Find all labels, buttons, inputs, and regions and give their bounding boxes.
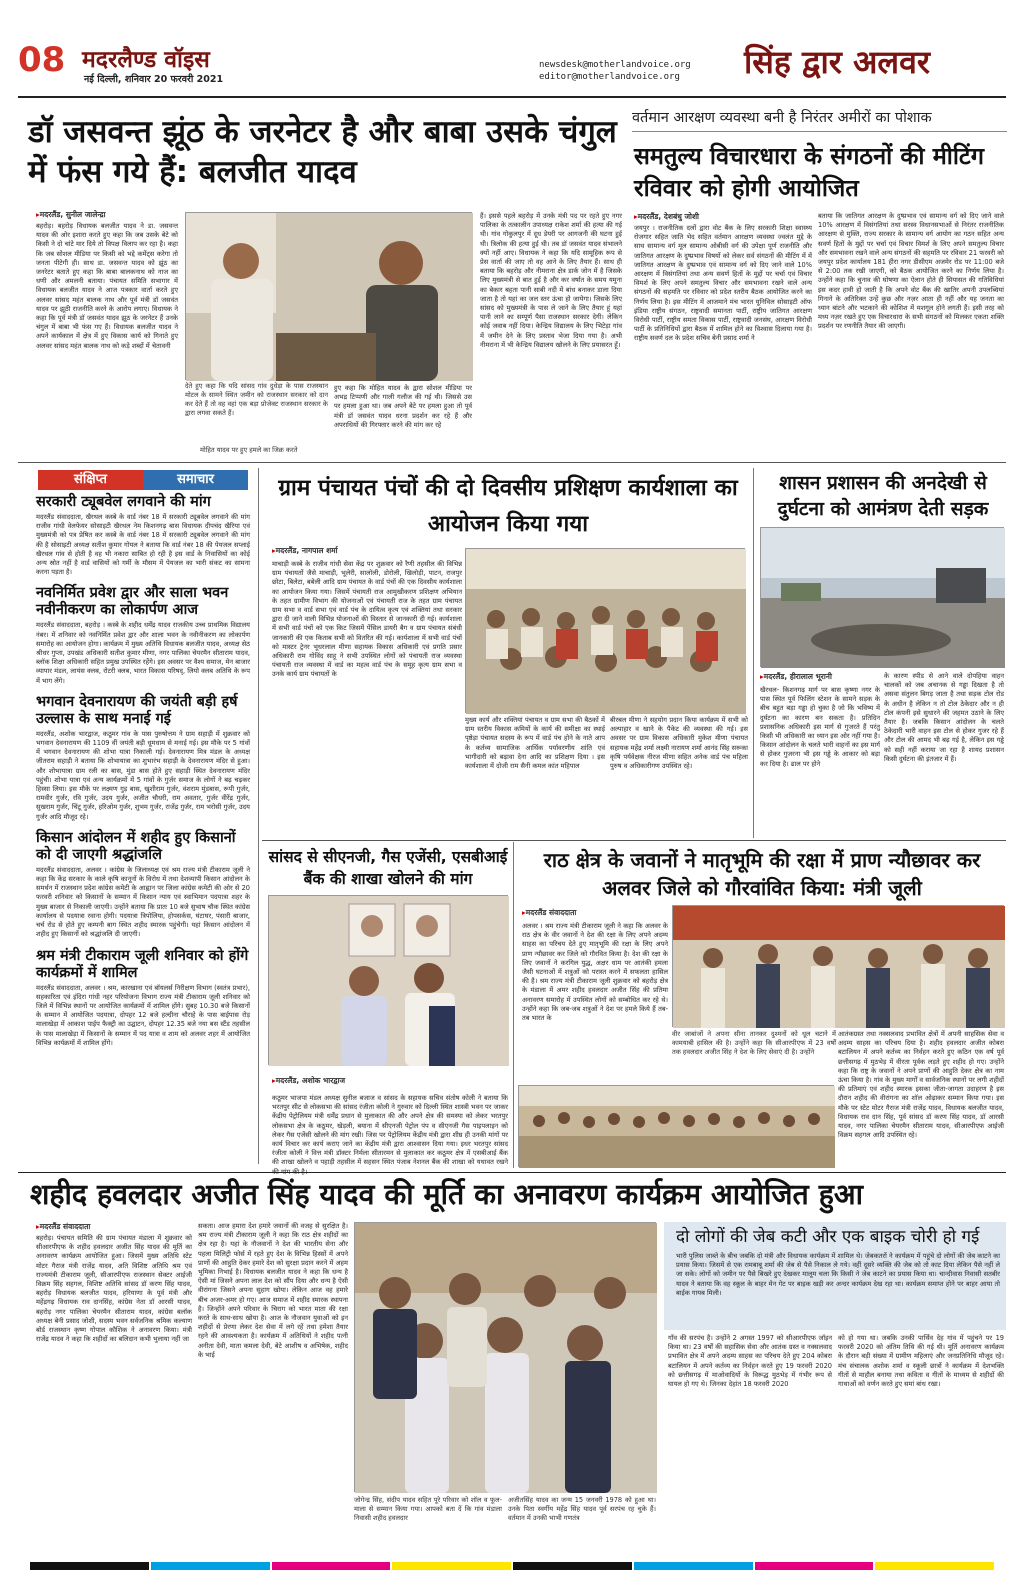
dateline: नई दिल्ली, शनिवार 20 फरवरी 2021 <box>84 74 224 85</box>
color-swatch <box>151 1562 270 1570</box>
statue-byline: ▸ मदरलैंड संवाददाता <box>36 1222 90 1232</box>
statue-caption-1: जोगेन्द्र सिंह, संदीप यादव सहित पूरे परिवार को शॉल व फूल-माला से सम्मान किया गया। आपको बता दें कि गांव मंडाला निवासी शहीद हवलदार <box>354 1496 502 1522</box>
color-swatch <box>755 1562 874 1570</box>
panchayat-byline: ▸ मदरलैंड, नागपाल शर्मा <box>272 546 338 556</box>
section-title: सिंह द्वार अलवर <box>744 43 930 81</box>
theft-headline: दो लोगों की जेब कटी और एक बाइक चोरी हो गई <box>676 1227 980 1247</box>
brief-item-text: मदरलैंड संवाददाता, खैरथल कस्बे के वार्ड नंबर 18 में सरकारी ट्यूबवेल लगवाने की मांग राजीव गांधी वेलफेयर सोसाइटी खैरथल नेम किशनगढ़ बास विधायक दीपचंद खैरिया एवं मुख्यमंत्री को पत्र प्रेषित कर कस्बे के वार्ड नंबर 18 में सरकारी ट्यूबवेल लगवाने की मांग की है सोसाइटी अध्यक्ष सतीश कुमार गोयल ने बताया कि वार्ड नंबर 18 की पेयजल सप्लाई खैरथल गांव से होती है वह भी नकारा साबित हो रही है इस वार्ड के निवासियों का कोई अन्य स्रोत नहीं है वार्ड वासियों को गर्मी के मौसम में पेयजल का भारी संकट का सामना करना पड़ता है। <box>36 513 250 577</box>
rath-headline: राठ क्षेत्र के जवानों ने मातृभूमि की रक्षा में प्राण न्यौछावर कर अलवर जिले को गौरवांवित किया: मंत्री जूली <box>543 848 981 900</box>
brief-item-text: मदरलैंड संवाददाता, अलवर । श्रम, कारखाना एवं बॉयलर्स निरीक्षण विभाग (स्वतंत्र प्रभार), सहकारिता एवं इंदिरा गांधी नहर परियोजना विभाग राज्य मंत्री टीकाराम जूली शनिवार को जिले में विभिन्न स्थानों पर आयोजित कार्यक्रमों में शामिल होंगे। सुबह 10.30 बजे किसानों के सम्मान में आयोजित पदयात्रा, दोपहर 12 बजे हल्दीना चौराहे के पास बाईपास रोड़ मालाखेड़ा में आकाश पाईप फैक्ट्री का उद्घाटन, दोपहर 12.35 बजे नया बस स्टैंड तहसील के पास मालाखेड़ा में किसानों के सम्मान में पद यात्रा व शाम को अलवर शहर में आयोजित विभिन्न कार्यक्रमों में शामिल होंगे। <box>36 983 250 1047</box>
brief-tab-label-1: संक्षिप्त <box>38 470 143 490</box>
email-newsdesk: newsdesk@motherlandvoice.org <box>539 60 691 70</box>
rath-text-col1: अलवर । श्रम राज्य मंत्री टीकाराम जूली ने कहा कि अलवर के राठ क्षेत्र के वीर जवानों ने देश की रक्षा के लिए अपने अदम्य साहस का परिचय देते हुए मातृभूमि की रक्षा के लिए अपने प्राण न्यौछावर कर जिले को गौरवित किया है। देश की रक्षा के लिए जवानों ने करगिल युद्ध, अक्षर धाम पर आतंकी हमला जैसी घटनाओं में शत्रुओं को परास्त करने में सफलता हासिल की है। श्रम राज्य मंत्री टीकाराम जूली शुक्रवार को बहरोड़ क्षेत्र के मंडाला में अमर शहीद हवलदार अजीत सिंह की प्रतिमा अनावरण समारोह में उपस्थित लोगों को सम्बोधित कर रहे थे। उन्होंने कहा कि जब-जब शत्रुओं ने देश पर हमले किये हैं तब-तब भारत के <box>522 922 668 1023</box>
rath-text-col2: आतंकग्रस्त तथा नक्सलवाद प्रभावित क्षेत्रों में अपनी साहसिक सेवा व अदम्य साहस का परिचय दिया है। शहीद हवलदार अजीत कोबरा बटालियन में अपने कर्तव्य का निर्वहन करते हुए कठिन एक वर्ष पूर्व छत्तीसगढ़ में मुठभेड़ में वीरता पूर्वक लड़ते हुए शहीद हो गए। उन्होंने कहा कि राष्ट्र के जवानों ने अपने प्राणों की आहुति देकर क्षेत्र का नाम ऊंचा किया है। गांव के मुख्य मार्गों व सार्वजनिक स्थानों पर लगी शहीदों की प्रतिमाएं एवं शहीद स्मारक इसका जीता-जागता उदाहरण है इस दौरान शहीद की वीरांगना का शॉल ओढ़ाकर सम्मान किया गया। इस मौके पर स्टेट मोटर गैराज मंत्री राजेंद्र यादव, विधायक बलजीत यादव, विधायक राव दान सिंह, पूर्व सांसद डॉ करण सिंह यादव, डॉ आरसी यादव, नगर पालिका चेयरमैन सीताराम यादव, सीआरपीएफ आईजी विक्रम सहगल आदि उपस्थित रहे। <box>838 1030 1004 1140</box>
paper-name: मदरलैण्ड वॉइस <box>82 47 210 73</box>
brief-item-title: श्रम मंत्री टीकाराम जूली शनिवार को होंगे कार्यक्रमों में शामिल <box>36 947 249 981</box>
panchayat-headline: ग्राम पंचायत पंचों की दो दिवसीय प्रशिक्षण कार्यशाला का आयोजन किया गया <box>278 475 738 537</box>
brief-tab <box>38 470 248 490</box>
section-divider-2 <box>262 840 1006 841</box>
rath-photo-2 <box>518 1085 834 1167</box>
reservation-kicker: वर्तमान आरक्षण व्यवस्था बनी है निरंतर अमीरों का पोशाक <box>632 110 932 126</box>
lead-photo <box>185 212 472 380</box>
rath-photo-2-image <box>519 1086 835 1168</box>
reservation-text-col1: जयपुर । राजनीतिक दलों द्वारा वोट बैंक के लिए सरकारी शिक्षा स्वास्थ्य रोजगार सहित जाति भेद सहित वर्तमान आरक्षण व्यवस्था ज्वलंत मुद्दे के साथ सामान्य वर्ग मूल सामान्य ओबीसी वर्ग की उपेक्षा पूर्ण राजनीति और जातिगत आरक्षण के दुष्प्रभाव विषयों को लेकर सर्व संगठनों की मीटिंग में में जातिगत आरक्षण के दुष्प्रभाव एवं सामान्य वर्ग को दिए जाने वाले 10% आरक्षण में विसंगतियां तथा अन्य सवर्ण हितों के मुद्दों पर चर्चा एवं विचार विमर्श के लिए अपने समतुल्य विचार और समभावना रखने वाले अन्य संगठनों की सहमति पर रविवार को प्रदेश स्तरीय बैठक आयोजित करने का निर्णय लिया है। इस मीटिंग में आजमाने मंच भारत यूनिविल सोसाइटी ऑफ इंडिया राष्ट्रीय संगठन, राष्ट्रवादी समानता पार्टी, राष्ट्रीय जातिगत आरक्षण विरोधी पार्टी, राष्ट्रीय समता विकास पार्टी, राष्ट्रवादी जनसंघ, आरक्षण विरोधी पार्टी के प्रतिनिधियों द्वारा बैठक में शामिल होने का विश्वास दिलाया गया है। राष्ट्रीय सवर्ण दल के प्रदेश सचिव बेनी प्रसाद शर्मा ने <box>634 224 812 343</box>
page-number: 08 <box>18 40 66 80</box>
statue-caption-2: अजीतसिंह यादव का जन्म 15 जनवरी 1978 को हुआ था। उनके पिता स्वर्गीय महेंद्र सिंह यादव पूर्व सरपंच रह चुके हैं। वर्तमान में उनकी भाभी गणतंत्र <box>508 1496 656 1522</box>
mp-photo-image <box>269 896 509 1066</box>
color-swatch <box>272 1562 391 1570</box>
theft-text-col2: को हो गया था। जबकि उनकी पार्थिव देह गांव में पहुंचने पर 19 फरवरी 2020 को अंतिम तिथि की गई थी। मूर्ति अनावरण कार्यक्रम के दौरान बड़ी संख्या में ग्रामीण महिलाएं और जनप्रतिनिधि मौजूद रहे। मंच संचालक अशोक शर्मा व स्कूली छात्रों ने कार्यक्रम में देशभक्ति गीतों से माहौल बनाया तथा कविता व गीतों के माध्यम से शहीदों की गाथाओं को वर्णन करते हुए समां बांध रखा। <box>838 1334 1004 1389</box>
brief-tab-label-2: समाचार <box>143 470 248 490</box>
panchayat-photo <box>465 548 745 713</box>
reservation-byline: ▸ मदरलैंड, देशबंधु जोशी <box>634 212 699 222</box>
panchayat-text-col2: मुख्य कार्य और शक्तियां पंचायत व ग्राम सभा की बैठकों में ग्राम स्तरीय विकास कमियों के कार्य की समीक्षा का स्थाई पृष्ठेड़ा पंचायत सदस्य के रूप में वार्ड पंच होने के नाते आप के कर्तव्य सामाजिक आर्थिक पर्यावरणीय शांति एवं भागीदारी को बढ़ावा देना आदि का प्रशिक्षण दिया । इस कार्यशाला में दोजी राम सैनी कमल कांत महिपाल <box>465 716 605 771</box>
mp-column-rule <box>513 842 514 1168</box>
lead-photo-caption: देते हुए कहा कि यदि सांसद गांव दुधेड़ा के पास राजस्थान मोटल के सामने स्थित जमीन को राजस्थान सरकार को दान कर देते हैं तो वह वहां एक बड़ा प्रोजेक्ट राजस्थान सरकार के द्वारा लगवा सकते हैं। <box>185 382 328 417</box>
panchayat-text-col3: बीरबल मीणा ने सहयोग प्रदान किया कार्यक्रम में सभी को अल्पाहार व खाने के पैकेट की व्यवस्था की गई। इस अवसर पर ग्राम विकास अधिकारी मुकेश मीणा पंचायत सहायक महेंद्र शर्मा लक्ष्मी नारायण शर्मा आनंद सिंह सरूका कृषि पर्यवेक्षक नीरज मीणा सहित अनेक वार्ड पंच महिला पुरुष व अधिकारीगण उपस्थित रहे। <box>610 716 748 771</box>
rath-photo-1 <box>672 905 1004 1027</box>
brief-item-title: भगवान देवनारायण की जयंती बड़ी हर्ष उल्लास के साथ मनाई गई <box>36 693 238 727</box>
color-swatch <box>875 1562 994 1570</box>
rath-caption: वीर जाबांजों ने अपना सीना तानकर दुश्मनों को धूल चटाने में कामयाबी हासिल की है। उन्होंने कहा कि सीआरपीएफ में 23 वर्षों तक हवलदार अजीत सिंह ने देश के लिए सेवाएं दी है। उन्होंने <box>672 1030 836 1056</box>
mp-photo <box>268 895 508 1065</box>
brief-item-text: मदरलैंड संवाददाता, बहरोड़ । कस्बे के शहीद धर्मेंद्र यादव राजकीय उच्च प्राथमिक विद्यालय नंबर। में शनिवार को नवनिर्मित प्रवेश द्वार और शाला भवन के नवीनीकरण का लोकार्पण समारोह का आयोजन होगा। कार्यक्रम में मुख्य अतिथि विधायक बलजीत यादव, अध्यक्ष सेठ श्रीधर गुप्ता, उपखंड अधिकारी सतीश कुमार मीणा, नगर पालिका चेयरमैन सीताराम यादव, ब्लॉक शिक्षा अधिकारी सहित प्रमुख उपस्थित रहेंगे। इस अवसर पर वैश्य समाज, मेन बाजार व्यापार मंडल, लायंस क्लब, रोटरी क्लब, भारत विकास परिषद्, लियो क्लब अतिथि के रूप में भाग लेंगे। <box>36 621 250 685</box>
brief-item-text: मदरलैंड, अशोक भारद्वाज, कठूमर गांव के पास पुरुषोत्तम ने ग्राम सहाड़ी में शुक्रवार को भगवान देवनारायण की 1109 वीं जयंती बड़ी धूमधाम से मनाई गई। इस मौके पर 5 गांवों में भगवान देवनारायण की शोभा यात्रा निकाली गई। देवनारायण मित्र मंडल के अध्यक्ष जीतराम सहाड़ी ने बताया कि शोभायात्रा का शुभारंभ सहाड़ी के देवनारायण मंदिर से हुआ। और शोभायात्रा ग्राम रली का बास, मुंडा बास होते हुए सहाड़ी स्थित देवनारायण मंदिर पहुंची। शोभा यात्रा एवं अन्य कार्यक्रमों में 5 गांवों के गुर्जर समाज के लोगों ने बढ़ चढ़कर हिस्सा लिया। इस मौके पर लक्ष्मण गुड़ बास, खुशीराम गुर्जर, वंशराम मुंडबास, रूपी गुर्जर, रामवीर गुर्जर, रवि गुर्जर, उदय गुर्जर, अजीत चौधरी, राम अवतार, गुर्जर वीरेंद्र गुर्जर, सुखराम गुर्जर, चिंटू गुर्जर, हरिओम गुर्जर, शुभम गुर्जर, राजेंद्र गुर्जर, राम भरोसी गुर्जर, उदय गुर्जर आदि मौजूद रहे। <box>36 729 250 821</box>
reservation-kicker-rule <box>632 131 1007 132</box>
brief-item-title: किसान आंदोलन में शहीद हुए किसानों को दी जाएगी श्रद्धांजलि <box>36 829 236 863</box>
section-divider-3 <box>18 1172 1006 1173</box>
panchayat-text-col1: माचाड़ी कस्बे के राजीव गांधी सेवा केंद्र पर शुक्रवार को रैणी तहसील की विभिन्न ग्राम पंचायतों जैसे माचाड़ी, भूलेरी, सालोली, डोरोली, खिलोड़ी, पाटन, राजपुर छोटा, बिलेटा, बबेली आदि ग्राम पंचायत के वार्ड पंचों की एक दिवसीय कार्यशाला का आयोजन किया गया। जिसमें पंचायती राज आमुखीकरण प्रशिक्षण अभियान के तहत ग्रामीण विभाग की योजनाओं एवं पंचायती राज के तहत ग्राम पंचायत ग्राम सभा व वार्ड सभा एवं वार्ड पंच के दायित्व कृत्य एवं शक्तियां तथा सरकार द्वारा दी जाने वाली विभिन्न योजनाओं की विस्तार से जानकारी दी गई। कार्यशाला में सभी वार्ड पंचों को एक किट जिसमें पेंसिल डायरी बैग व ग्राम पंचायत संबंधी जानकारी की एक किताब सभी को वितरित की गई। कार्यशाला में सभी वार्ड पंचों को मास्टर ट्रेनर भूधरलाल मीणा सहायक विकास अधिकारी एवं प्रगति प्रसार अधिकारी राम गोविंद साहू ने सभी उपस्थित लोगों को पंचायती राज व्यवस्था पंचायती राज व्यवस्था में वार्ड का महत्व वार्ड पंच के समूह कृत्य ग्राम सभा व उनके कार्य ग्राम पंचायतों के <box>272 560 462 679</box>
rath-byline: ▸ मदरलैंड संवाददाता <box>522 908 576 918</box>
statue-headline: शहीद हवलदार अजीत सिंह यादव की मूर्ति का अनावरण कार्यक्रम आयोजित हुआ <box>30 1178 863 1211</box>
statue-text-col1: बहरोड़। पंचायत समिति की ग्राम पंचायत मंडाला में शुक्रवार को सीआरपीएफ के शहीद हवलदार अजीत सिंह यादव की मूर्ति का अनावरण कार्यक्रम आयोजित हुआ। जिसमें मुख्य अतिथि स्टेट मोटर गैराज मंत्री राजेंद्र यादव, अति विशिष्ट अतिथि श्रम एवं राज्यमंत्री टीकाराम जूली, सीआरपीएफ राजस्थान सेक्टर आईजी विक्रम सिंह सहगल, विशिष्ट अतिथि सांसद डॉ करण सिंह यादव, बहरोड़ विधायक बलजीत यादव, हरियाणा के पूर्व मंत्री और महेंद्रगढ़ विधायक राव दानसिंह, कांग्रेस नेता डॉ आरसी यादव, बहरोड़ नगर पालिका चेयरमैन सीताराम यादव, कांग्रेस बलॉक अध्यक्ष बेनी प्रसाद जोशी, सदस्य भवन सर्वजनिक श्रमिक कल्याण बोर्ड राजस्थान कृष्ण गोपाल कौशिक ने अनावरण किया। मंत्री राजेंद्र यादव ने कहा कि शहीदों का बलिदान कभी भुलाया नहीं जा <box>36 1234 192 1344</box>
lead-text-col1: बहरोड़। बहरोड़ विधायक बलजीत यादव ने डा. जसवन्त यादव की ओर इशारा करते हुए कहा कि जब उसके बेटे को किसी ने दो चांटे मार दिये तो विपक्ष विलाप कर रहा है। कहा कि जब सोशल मीडिया पर किसी को भद्दे कमेंट्स करेगा तो जनता पीटेगी ही। साथ डा. जसवन्त यादव को झूंठ का जनरेटर बताते हुए कहा कि बाबा बालकनाथ को नाज का धणी और अमलनी बताया। पंचायत समिति सभागार में विधायक बलजीत यादव ने आज पत्रकार वार्ता करते हुए अलवर सांसद महंत बालक नाथ और पूर्व मंत्री डॉ जसवंत यादव पर झूठी राजनीति करने के आरोप लगाए। विधायक ने कहा कि पूर्व मंत्री डॉ जसवंत यादव झूठ के जरनेटर हैं उनके चंगुल में बाबा भी फंस गए हैं। विधायक बलजीत यादव ने अपने कार्यकाल में क्षेत्र में हुए विकास कार्य को गिनाते हुए अलवर सांसद महंत बालक नाथ को कड़े शब्दों में चेतावनी <box>36 222 178 350</box>
brief-item-title: नवनिर्मित प्रवेश द्वार और साला भवन नवीनीकरण का लोकार्पण आज <box>36 585 229 619</box>
reservation-text-col2: बताया कि जातिगत आरक्षण के दुष्प्रभाव एवं सामान्य वर्ग को दिए जाने वाले 10% आरक्षण में विसंगतियां तथा सरस्व विधानसभाओं से निरंतर राजनीतिक आरक्षण से मुक्ति, राज्य सरकार के सामान्य वर्ग आयोग का गठन सहित अन्य सवर्ण हितों के मुद्दों पर चर्चा एवं विचार विमर्श के लिए अपने समतुल्य विचार और समभावना रखने वाले अन्य संगठनों की सहमति पर रविवार 21 फरवरी को जयपुर प्रदेश कार्यालय 181 हीरा नगर डीसीएम अजमेर रोड पर 11:00 बजे से 2:00 तक रखी जाएगी, को बैठक आयोजित करने का निर्णय लिया है। उन्होंने कहा कि चुनाव की घोषणा का ऐलान होते ही सियासत की गतिविधियां इस कदर हावी हो जाती है कि अपने वोट बैंक की खातिर अपनी उपलब्धियां गिनाने के अतिरिक्त उन्हें कुछ और नज़र आता ही नहीं और यह जनता का ध्यान बांटने और भटकाने की कोशिश में मशगूल होने लगती हैं। इसी तरह को मध्य नज़र रखते हुए एक विचारधारा के सभी संगठनों को मिलकर एकता शक्ति प्रदर्शन पर रणनीति तैयार की जाएगी। <box>818 212 1004 331</box>
mp-headline: सांसद से सीएनजी, गैस एजेंसी, एसबीआई बैंक की शाखा खोलने की मांग <box>268 848 508 888</box>
road-photo <box>760 527 1004 667</box>
lead-headline: डॉ जसवन्त झूंठ के जरनेटर है और बाबा उसके चंगुल में फंस गये हैं: बलजीत यादव <box>28 114 617 190</box>
print-registration-marks <box>30 1562 994 1570</box>
brief-item <box>36 948 250 1048</box>
lead-photo-note: मोहित यादव पर हुए हमले का जिक्र करते <box>200 446 298 454</box>
color-swatch <box>30 1562 149 1570</box>
road-text-col1: खैरथल- किशनगढ़ मार्ग पर बास कृष्णा नगर के पास स्थित पूर्व फिलिंग स्टेशन के सामने सड़क के बीच बहुत बड़ा गड्ढा हो चुका है जो कि भविष्य में दुर्घटना का कारण बन सकता है। प्रतिदिन प्रशासनिक अधिकारी इस मार्ग से गुजरते हैं परंतु किसी भी अधिकारी का ध्यान इस ओर नहीं गया है। किसान आंदोलन के चलते भारी वाहनों का इस मार्ग से होकर गुजरना भी इस गड्ढे के आकार को बड़ा कर दिया है। ढाल पर होने <box>760 686 880 768</box>
rath-photo-1-image <box>673 906 1005 1028</box>
section-divider-1 <box>18 462 1006 463</box>
road-column-rule <box>753 468 754 838</box>
statue-photo-image <box>355 1223 657 1493</box>
brief-item <box>36 494 250 577</box>
road-headline: शासन प्रशासन की अनदेखी से दुर्घटना को आमंत्रण देती सड़क <box>777 472 989 520</box>
theft-text-col1: गाँव की सरपंच है। उन्होंने 2 अगस्त 1997 को सीआरपीएफ जॉइन किया था। 23 वर्षों की सहासिक सेवा और आतंक ग्रस्त व नक्सलवाद प्रभावित क्षेत्र में अपने अदम्य साहस का परिचय देते हुए 204 कोबरा बटालियन में अपने कर्तव्य का निर्वहन करते हुए 19 फरवरी 2020 को छत्तीसगढ़ में माओवादियों के विरूद्ध मुठभेड़ में गंभीर रूप से घायल हो गए थे। जिनका देहांत 18 फरवरी 2020 <box>668 1334 832 1389</box>
brief-item <box>36 585 250 685</box>
masthead-rule <box>18 96 1006 98</box>
road-photo-image <box>761 528 1005 668</box>
brief-item-text: मदरलैंड संवाददाता, अलवर । कांग्रेस के जिलाध्यक्ष एवं श्रम राज्य मंत्री टीकाराम जूली ने कहा कि केंद्र सरकार के काले कृषि कानूनों के विरोध में तथा देशव्यापी किसान आंदोलन के समर्थन में राजस्थान प्रदेश कांग्रेस कमेटी के आह्वान पर जिला कांग्रेस कमेटी की ओर से 20 फरवरी शनिवार को किसानों के सम्मान में किसान न्याय एवं स्वाभिमान पदयात्रा शहर के मुख्य बाजार से निकाली जाएगी। उन्होंने बताया कि प्रातः 10 बजे सुभाष चौक स्थित कांग्रेस कार्यालय से पदयात्रा रवाना होगी। पदयात्रा त्रिपोलिया, होपसर्कस, घंटाघर, पंसारी बाजार, चर्च रोड से होते हुए कम्पनी बाग स्थित शहीद स्मारक पहुंचेगी। यहां किसान आंदोलन में शहीद हुए किसानों को श्रद्धांजलि दी जाएगी। <box>36 865 250 939</box>
brief-item <box>36 694 250 822</box>
road-byline: ▸ मदरलैंड, हीरालाल भूरानी <box>760 672 832 682</box>
brief-column <box>36 494 250 1164</box>
email-editor: editor@motherlandvoice.org <box>539 72 680 82</box>
road-text-col2: के कारण स्पीड से आने वाले दोपहिया वाहन चालकों को जब अचानक से गड्ढा दिखता है तो असवा संतुलन बिगड़ जाता है तथा सड़क टोल रोड के अधीन है लेकिन न तो टोल ठेकेदार और न ही टोल कंपनी इसे सुधारने की जहमत उठाने के लिए तैयार है। जबकि किसान आंदोलन के चलते ठेकेदारी भारी वाहन इस टोल से होकर गुजर रहे हैं और टोल की आमद भी बढ़ गई है, लेकिन इस गड्ढे को सही नहीं कराया जा रहा है शायद प्रशासन किसी दुर्घटना की इंतजार में हैं। <box>884 672 1004 763</box>
color-swatch <box>392 1562 511 1570</box>
lead-text-col2: हुए कहा कि मोहित यादव के द्वारा सोशल मीडिया पर अभद्र टिप्पणी और गाली गलौज की गई थी। जिससे उस पर हमला हुआ था। जब अपने बेटे पर हमला हुआ तो पूर्व मंत्री डॉ जसवंत यादव धरना प्रदर्शन कर रहे हैं और अपराधियों की गिरफ्तार करने की मांग कर रहे <box>334 384 472 429</box>
lead-photo-image <box>186 213 473 381</box>
panchayat-photo-image <box>466 549 746 714</box>
statue-photo <box>354 1222 656 1492</box>
statue-text-col2: सकता। आज हमारा देश हमारे जवानों की वजह से सुरक्षित है। श्रम राज्य मंत्री टीकाराम जूली ने कहा कि राठ क्षेत्र शहीदों का क्षेत्र रहा है। यहां के नौजवानों ने देश की भारतीय सेना और पहला मिलिट्री फोर्स में रहते हुए देश के विभिन्न हिस्सों में अपने प्राणों की आहुति देकर हमारे देश को सुरक्षा प्रदान करने में अहम भूमिका निभाई है। विधायक बलजीत यादव ने कहा कि धन्य है ऐसी मां जिसने अपना लाल देश को सौंप दिया और धन्य है ऐसी वीरांगना जिसने अपना सुहाग खोया। लेकिन आज वह हमारे बीच अजर-अमर हो गए। आज समाज में शहीद स्मारक स्थापना है। जिन्होंने अपने परिवार के चिराग को भारत माता की रक्षा करते के साथ-साथ खोया है। आज के नौजवान युवाओं को इन शहीदों से प्रेरणा लेकर देश सेवा में लगे रहें तथा हमेशा तैयार रहने की आवश्यकता है। कार्यक्रम में अतिथियों ने शहीद पत्नी अनीता देवी, माता कमला देवी, बेटे आशीष व अभिषेक, शहीद के भाई <box>198 1222 348 1359</box>
reservation-headline: समतुल्य विचारधारा के संगठनों की मीटिंग रविवार को होगी आयोजित <box>634 142 985 202</box>
mp-text: कठूमर भाजपा मंडल अध्यक्ष सुनील बजाज व सांसद के सहायक सचिव संतोष कोली ने बताया कि भरतपुर सीट से लोकसभा की सांसद रंजीता कोली ने गुरुवार को दिल्ली स्थित शास्त्री भवन पर जाकर केंद्रीय पेट्रोलियम मंत्री धर्मेंद्र प्रधान से मुलाकात की और अपने क्षेत्र की समस्या को लेकर भरतपुर लोकसभा क्षेत्र के कठूमर, खेड़ली, बयाना में सीएनजी पेट्रोल पंप व सीएनजी गैस पाइपलाइन को लेकर गैस एजेंसी खोलने की मांग रखी। जिस पर पेट्रोलियम केंद्रीय मंत्री द्वारा शीघ्र ही उनकी मांगों पर कार्य विचार कर कार्य कराए जाने का केंद्रीय मंत्री द्वारा आश्वासन दिया गया। इधर भरतपुर सांसद रंजीता कोली ने वित्त मंत्री डॉक्टर निर्मला सीतारमन से मुलाकात कर कठूमर क्षेत्र में एसबीआई बैंक की शाखा खोलने व पहाड़ी तहसील में सहसन स्थित पंजाब नेशनल बैंक की शाखा को यथावत रखने <box>272 1094 508 1167</box>
brief-item-title: सरकारी ट्यूबवेल लगवाने की मांग <box>36 494 211 510</box>
color-swatch <box>513 1562 632 1570</box>
lead-byline: ▸ मदरलैंड, सुनील जालेन्द्रा <box>36 210 106 220</box>
brief-column-rule <box>258 468 259 1164</box>
brief-item <box>36 830 250 940</box>
mp-byline: ▸ मदरलैंड, अशोक भारद्वाज <box>272 1076 345 1086</box>
theft-text: भारी पुलिस जाब्ते के बीच जबकि दो मंत्री और विधायक कार्यक्रम में शामिल थे। जेबकतरों ने कार्यक्रम में पहुंचे दो लोगों की जेब काटने का प्रयास किया। जिसमें से एक रामबाबू शर्मा की जेब से पैसे निकाल ले गये। वहीं दूसरे व्यक्ति की जेब को तो काट दिया लेकिन पैसे नहीं ले जा सके। लोगों को जमीन पर पैसे बिखरे हुए देखकर मालूम चला कि किसी ने जेब काटने का प्रयास किया था। चान्दीवास निवासी सतबीर यादव ने बताया कि वह स्कूल के बाहर मेन गेट पर बाइक खड़ी कर अन्दर कार्यक्रम देख रहा था। कार्यक्रम समाप्त होने पर बाहर आया तो बाईक गायब मिली। <box>676 1252 1000 1297</box>
lead-text-col3: हैं। इससे पहले बहरोड़ में उनके मंत्री पद पर रहते हुए नगर पालिका के तत्कालीन उपाध्यक्ष राकेश शर्मा की हत्या की गई थी। गांव गोकुलपुर में दूध डेयरी पर आगजनी की घटना हुई थी। त्रिलोक की हत्या हुई थी। तब डॉ जसवंत यादव संभालने क्यों नहीं आए। विधायक ने कहा कि यदि सामूहिक रूप से प्रेस वार्ता की जाए तो वह आने के लिए तैयार हैं। साथ ही बताया कि बहरोड़ और नीमराना क्षेत्र डार्क जोन में है जिसके लिए मुख्यमंत्री से बात हुई है और कर वर्षात के समय यमुना का बेकार बहता पानी साबी नदी में बांध बनाकर डाला दिया जाता है तो यहां का जल स्तर ऊंचा हो जायेगा। जिसके लिए सांसद को मुख्यमंत्री के पास ले जाने के लिए तैयार हूं यहां पानी लाने का सम्पूर्ण पैसा राजस्थान सरकार देगी। लेकिन कोई जवाब नहीं दिया। केन्द्रिय विद्यालय के लिए भिटेड़ा गांव में जमीन देने के लिए प्रस्ताव भेजा दिया गया है। अभी नीमराना में भी केन्द्रिय विद्यालय खोलने के लिए प्रयासरत हूँ। <box>480 212 622 349</box>
color-swatch <box>634 1562 753 1570</box>
